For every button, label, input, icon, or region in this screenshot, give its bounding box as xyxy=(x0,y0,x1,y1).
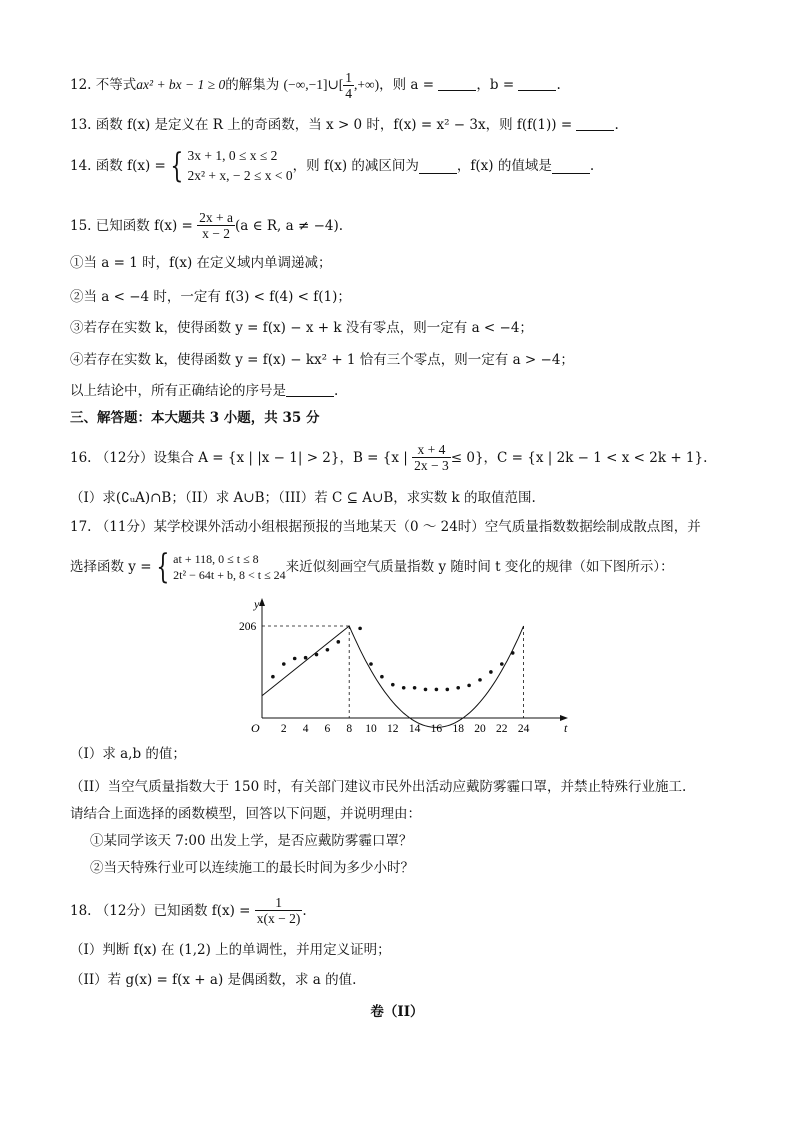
q18-line-1 xyxy=(70,895,307,926)
origin-label: O xyxy=(251,721,260,735)
q17-sub-5: ②当天特殊行业可以连续施工的最长时间为多少小时？ xyxy=(90,860,414,876)
x-tick-label: 2 xyxy=(280,723,287,735)
q15-conclusion-text: 以上结论中，所有正确结论的序号是 xyxy=(70,383,286,399)
q16-line1-mid: ≤ 0}，C = {x | 2k − 1 < x < 2k + 1}. xyxy=(450,449,708,466)
q12-set: (−∞,−1]∪[ xyxy=(283,77,344,92)
q17-line2-pre: 选择函数 y = xyxy=(70,559,152,575)
q13-line xyxy=(70,115,619,135)
q12-b-label: ，b = xyxy=(476,77,515,93)
scatter-point xyxy=(293,657,297,661)
x-tick-label: 6 xyxy=(324,723,331,735)
q12-a-label: ，则 a = xyxy=(379,77,435,93)
q17-sub-3: 请结合上面选择的函数模型，回答以下问题，并说明理由： xyxy=(70,806,421,822)
q15-blank[interactable] xyxy=(286,382,334,397)
x-tick-label: 4 xyxy=(302,723,309,735)
scatter-point xyxy=(489,670,493,674)
q15-fraction xyxy=(197,210,235,241)
q16-line-2: （I）求(∁ᵤA)∩B；（II）求 A∪B；（III）若 C ⊆ A∪B，求实数 k 的取值范围. xyxy=(70,490,536,506)
x-tick-label: 14 xyxy=(408,723,421,735)
q18-end: . xyxy=(302,902,307,919)
q15-item-3: ③若存在实数 k，使得函数 y = f(x) − x + k 没有零点，则一定有 a < −4； xyxy=(70,320,533,336)
model-curve xyxy=(262,626,524,727)
scatter-point xyxy=(326,648,330,652)
q15-item-1: ①当 a = 1 时，f(x) 在定义域内单调递减； xyxy=(70,255,332,271)
q13-blank[interactable] xyxy=(576,116,614,131)
q17-piece2: 2t² − 64t + b, 8 < t ≤ 24 xyxy=(173,568,286,582)
q14-end: . xyxy=(589,158,595,174)
q16-frac-num: x + 4 xyxy=(412,442,451,458)
q12-pre: 不等式 xyxy=(95,77,137,93)
q16-frac-den: 2x − 3 xyxy=(414,458,449,473)
scatter-point xyxy=(446,688,450,692)
scatter-point xyxy=(478,678,482,682)
q15-conclusion xyxy=(70,381,338,401)
scatter-point xyxy=(380,675,384,679)
q14-mid2: ，f(x) 的值域是 xyxy=(456,158,552,174)
q12-number: 12. xyxy=(70,77,92,93)
q12-a-blank[interactable] xyxy=(438,76,476,91)
q13-end: . xyxy=(614,117,619,133)
x-tick-label: 16 xyxy=(430,723,443,735)
q14-number: 14. xyxy=(70,158,92,174)
q15-number: 15. xyxy=(70,217,92,234)
q14-piece2: 2x² + x, − 2 ≤ x < 0 xyxy=(187,168,293,183)
x-tick-label: 8 xyxy=(346,723,353,735)
y-marked-label: 206 xyxy=(239,621,257,633)
scatter-point xyxy=(467,684,471,688)
q17-sub-2: （II）当空气质量指数大于 150 时，有关部门建议市民外出活动应戴防雾霾口罩，并禁止特殊行业施工. xyxy=(70,779,687,795)
scatter-point xyxy=(391,683,395,687)
scatter-point xyxy=(424,688,428,692)
q15-item-4: ④若存在实数 k，使得函数 y = f(x) − kx² + 1 恰有三个零点，则一定有 a > −4； xyxy=(70,352,574,368)
q17-sub-1: （I）求 a,b 的值； xyxy=(70,746,186,762)
q13-number: 13. xyxy=(70,117,92,133)
q12-b-blank[interactable] xyxy=(518,76,556,91)
q17-piece1: at + 118, 0 ≤ t ≤ 8 xyxy=(173,552,259,566)
x-tick-label: 10 xyxy=(365,723,377,735)
x-tick-label: 22 xyxy=(496,723,508,735)
q12-frac-num: 1 xyxy=(345,70,353,85)
q18-sub-2: （II）若 g(x) = f(x + a) 是偶函数，求 a 的值. xyxy=(70,972,357,988)
q17-line2-post: 来近似刻画空气质量指数 y 随时间 t 变化的规律（如下图所示）： xyxy=(285,559,674,575)
q13-text: 函数 f(x) 是定义在 R 上的奇函数，当 x > 0 时，f(x) = x² − 3x，则 f(f(1)) = xyxy=(95,117,573,133)
air-quality-chart xyxy=(238,597,568,736)
q12-mid: 的解集为 xyxy=(225,77,280,93)
scatter-point xyxy=(271,675,275,679)
q18-pre: 18. （12分）已知函数 f(x) = xyxy=(70,902,251,919)
scatter-point xyxy=(413,686,417,690)
page-footer: 卷（II） xyxy=(370,1004,424,1020)
section-3-heading: 三、解答题：本大题共 3 小题，共 35 分 xyxy=(70,410,320,426)
y-axis-arrow xyxy=(259,598,265,606)
x-tick-label: 18 xyxy=(452,723,464,735)
q12-inequality: ax² + bx − 1 ≥ 0 xyxy=(136,77,226,92)
x-tick-label: 12 xyxy=(387,723,399,735)
x-tick-label: 20 xyxy=(474,723,486,735)
q17-line-2 xyxy=(70,547,674,587)
q16-line-1 xyxy=(70,442,707,473)
q15-frac-num: 2x + a xyxy=(199,210,233,225)
y-axis-label: y xyxy=(254,597,260,611)
scatter-point xyxy=(511,651,515,655)
q12-frac-den: 4 xyxy=(345,86,353,101)
q15-conclusion-end: . xyxy=(334,383,339,399)
q16-line1-pre: 16. （12分）设集合 A = {x | |x − 1| > 2}，B = {x | xyxy=(70,449,408,466)
q12-end: . xyxy=(556,77,561,93)
q18-frac-num: 1 xyxy=(255,895,303,911)
q14-pre: 函数 f(x) = xyxy=(95,158,166,174)
x-tick-label: 24 xyxy=(517,723,530,735)
scatter-point xyxy=(456,686,460,690)
q18-fraction xyxy=(255,895,303,926)
q14-blank-2[interactable] xyxy=(552,159,590,174)
scatter-point xyxy=(358,627,362,631)
scatter-point xyxy=(337,640,341,644)
q15-post: (a ∈ R, a ≠ −4). xyxy=(234,217,344,234)
q17-sub-4: ①某同学该天 7:00 出发上学，是否应戴防雾霾口罩？ xyxy=(90,833,413,849)
scatter-point xyxy=(402,686,406,690)
q14-blank-1[interactable] xyxy=(419,159,457,174)
scatter-point xyxy=(500,662,504,666)
q18-sub-1: （I）判断 f(x) 在 (1,2) 上的单调性，并用定义证明； xyxy=(70,942,391,958)
q15-line xyxy=(70,210,343,241)
q17-line-1: 17. （11分）某学校课外活动小组根据预报的当地某天（0 ～ 24时）空气质量指数数据绘制成散点图，并 xyxy=(70,519,701,535)
x-axis-label: t xyxy=(564,721,568,735)
q14-piece1: 3x + 1, 0 ≤ x ≤ 2 xyxy=(187,148,278,163)
q15-pre: 已知函数 f(x) = xyxy=(95,217,193,234)
q15-item-2: ②当 a < −4 时，一定有 f(3) < f(4) < f(1)； xyxy=(70,289,351,305)
scatter-point xyxy=(282,662,286,666)
q14-line xyxy=(70,146,594,186)
q12-line xyxy=(70,70,561,101)
q14-mid: ，则 f(x) 的减区间为 xyxy=(292,158,419,174)
scatter-point xyxy=(315,653,319,657)
q17-brace: { xyxy=(155,547,169,587)
q14-brace: { xyxy=(170,146,184,186)
q16-fraction xyxy=(412,442,451,473)
q15-frac-den: x − 2 xyxy=(202,226,230,241)
scatter-point xyxy=(435,688,439,692)
q12-set-end: ,+∞) xyxy=(354,77,380,92)
q12-fraction xyxy=(343,70,354,101)
q17-pieces xyxy=(173,551,286,583)
q18-frac-den: x(x − 2) xyxy=(256,911,301,926)
scatter-point xyxy=(369,662,373,666)
scatter-point xyxy=(304,656,308,660)
q14-pieces xyxy=(187,146,292,186)
